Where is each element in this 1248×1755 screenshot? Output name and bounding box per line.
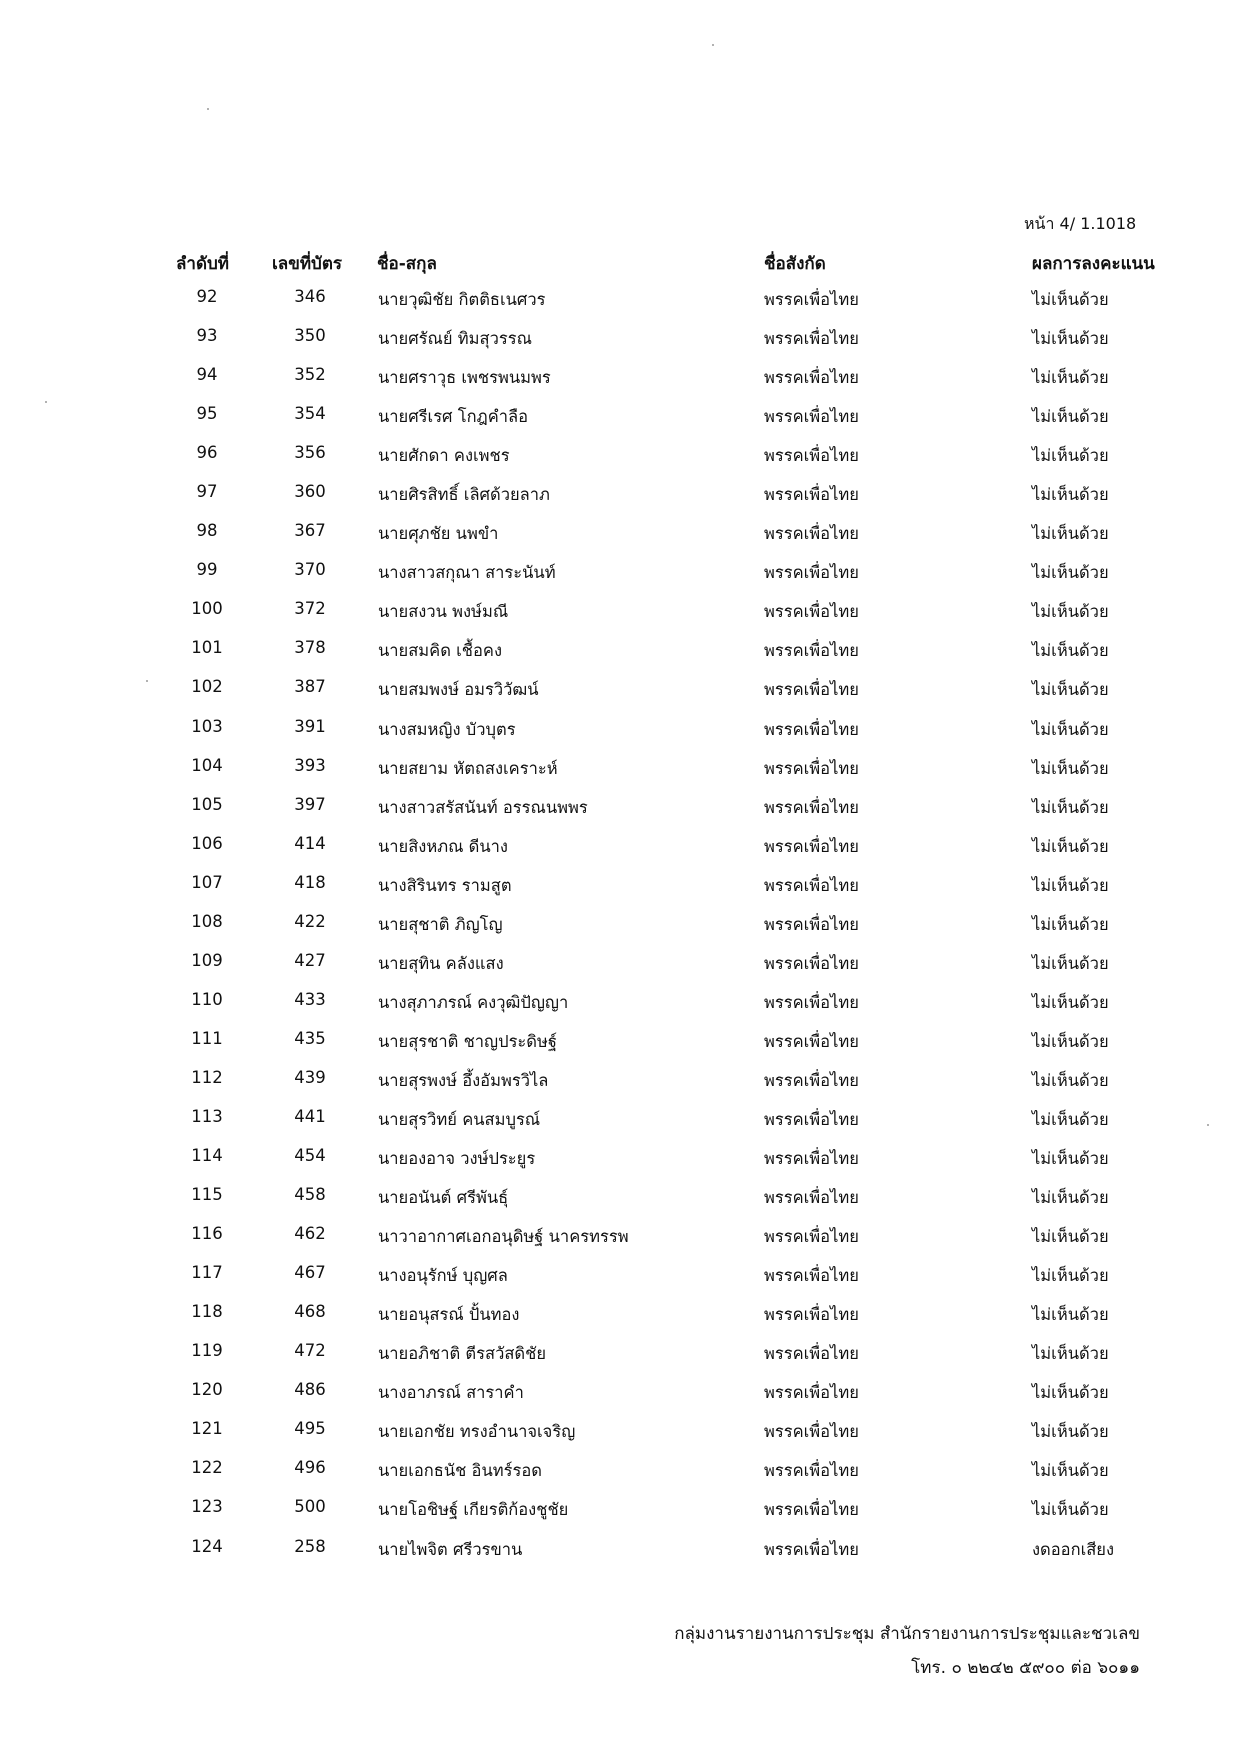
table-row (0, 1218, 1248, 1257)
header-party: ชื่อสังกัด (764, 254, 826, 274)
row-seq: 95 (196, 404, 218, 424)
row-party: พรรคเพื่อไทย (764, 1149, 859, 1169)
row-seq: 97 (196, 482, 218, 502)
row-member-name: นายโอชิษฐ์ เกียรติก้องชูชัย (378, 1500, 569, 1520)
row-card-number: 360 (294, 482, 326, 502)
row-vote-result: ไม่เห็นด้วย (1032, 1422, 1109, 1442)
table-header (0, 246, 1248, 274)
row-seq: 107 (191, 872, 223, 892)
row-party: พรรคเพื่อไทย (764, 368, 859, 388)
table-row (0, 632, 1248, 671)
footer-department: กลุ่มงานรายงานการประชุม สำนักรายงานการประชุมและชวเลข (674, 1624, 1140, 1644)
row-party: พรรคเพื่อไทย (764, 407, 859, 427)
row-member-name: นางสุภาภรณ์ คงวุฒิปัญญา (378, 992, 569, 1012)
row-member-name: นายเอกธนัช อินทร์รอด (378, 1461, 542, 1481)
row-party: พรรคเพื่อไทย (764, 875, 859, 895)
row-party: พรรคเพื่อไทย (764, 836, 859, 856)
row-vote-result: ไม่เห็นด้วย (1032, 914, 1109, 934)
row-card-number: 393 (294, 755, 326, 775)
table-row (0, 711, 1248, 750)
row-card-number: 346 (294, 287, 326, 306)
row-party: พรรคเพื่อไทย (764, 329, 859, 349)
row-seq: 111 (191, 1028, 223, 1048)
row-vote-result: ไม่เห็นด้วย (1032, 1383, 1109, 1403)
row-member-name: นายอนันต์ ศรีพันธุ์ (378, 1188, 509, 1208)
row-card-number: 435 (294, 1028, 326, 1048)
row-member-name: นางสิรินทร รามสูต (378, 875, 512, 895)
row-party: พรรคเพื่อไทย (764, 1070, 859, 1090)
row-member-name: นายสิงหภณ ดีนาง (378, 836, 508, 856)
scan-speck (1207, 1124, 1209, 1126)
scan-speck (45, 401, 47, 403)
table-row (0, 1257, 1248, 1296)
table-row (0, 1023, 1248, 1062)
row-party: พรรคเพื่อไทย (764, 1344, 859, 1364)
row-vote-result: ไม่เห็นด้วย (1032, 797, 1109, 817)
table-row (0, 1531, 1248, 1570)
row-member-name: นายสุชาติ ภิญโญ (378, 914, 503, 934)
row-seq: 93 (196, 326, 218, 346)
row-vote-result: ไม่เห็นด้วย (1032, 1109, 1109, 1129)
row-party: พรรคเพื่อไทย (764, 953, 859, 973)
row-vote-result: ไม่เห็นด้วย (1032, 1031, 1109, 1051)
table-row (0, 398, 1248, 437)
row-vote-result: ไม่เห็นด้วย (1032, 1227, 1109, 1247)
row-vote-result: ไม่เห็นด้วย (1032, 446, 1109, 466)
row-card-number: 397 (294, 794, 326, 814)
table-row (0, 671, 1248, 710)
row-vote-result: ไม่เห็นด้วย (1032, 1305, 1109, 1325)
row-vote-result: ไม่เห็นด้วย (1032, 953, 1109, 973)
row-vote-result: ไม่เห็นด้วย (1032, 1500, 1109, 1520)
row-seq: 115 (191, 1185, 223, 1205)
row-member-name: นายศุภชัย นพขำ (378, 524, 499, 544)
header-seq: ลำดับที่ (176, 254, 230, 274)
row-party: พรรคเพื่อไทย (764, 524, 859, 544)
row-card-number: 356 (294, 443, 326, 463)
row-vote-result: ไม่เห็นด้วย (1032, 290, 1109, 309)
table-row (0, 945, 1248, 984)
row-party: พรรคเพื่อไทย (764, 797, 859, 817)
row-party: พรรคเพื่อไทย (764, 485, 859, 505)
row-seq: 116 (191, 1224, 223, 1244)
row-party: พรรคเพื่อไทย (764, 1188, 859, 1208)
row-party: พรรคเพื่อไทย (764, 992, 859, 1012)
row-party: พรรคเพื่อไทย (764, 680, 859, 700)
row-card-number: 454 (294, 1146, 326, 1166)
row-card-number: 258 (294, 1536, 326, 1556)
row-vote-result: ไม่เห็นด้วย (1032, 680, 1109, 700)
row-card-number: 367 (294, 521, 326, 541)
row-card-number: 458 (294, 1185, 326, 1205)
row-seq: 113 (191, 1106, 223, 1126)
row-card-number: 352 (294, 365, 326, 385)
row-vote-result: ไม่เห็นด้วย (1032, 563, 1109, 583)
row-card-number: 486 (294, 1380, 326, 1400)
row-card-number: 500 (294, 1497, 326, 1517)
row-party: พรรคเพื่อไทย (764, 602, 859, 622)
table-row (0, 593, 1248, 632)
row-seq: 108 (191, 911, 223, 931)
header-name: ชื่อ-สกุล (377, 254, 437, 274)
row-member-name: นายสงวน พงษ์มณี (378, 602, 509, 622)
row-party: พรรคเพื่อไทย (764, 446, 859, 466)
row-card-number: 496 (294, 1458, 326, 1478)
row-vote-result: ไม่เห็นด้วย (1032, 602, 1109, 622)
row-party: พรรคเพื่อไทย (764, 1500, 859, 1520)
row-member-name: นายศรัณย์ ทิมสุวรรณ (378, 329, 532, 349)
row-seq: 117 (191, 1263, 223, 1283)
row-member-name: นายศราวุธ เพชรพนมพร (378, 368, 551, 388)
row-member-name: นายสุรชาติ ชาญประดิษฐ์ (378, 1031, 557, 1051)
row-member-name: นายสยาม หัตถสงเคราะห์ (378, 758, 558, 778)
row-vote-result: ไม่เห็นด้วย (1032, 992, 1109, 1012)
table-row (0, 515, 1248, 554)
row-card-number: 468 (294, 1302, 326, 1322)
row-vote-result: ไม่เห็นด้วย (1032, 1344, 1109, 1364)
row-vote-result: ไม่เห็นด้วย (1032, 641, 1109, 661)
row-card-number: 433 (294, 989, 326, 1009)
row-vote-result: ไม่เห็นด้วย (1032, 836, 1109, 856)
row-card-number: 427 (294, 950, 326, 970)
row-party: พรรคเพื่อไทย (764, 1266, 859, 1286)
row-seq: 121 (191, 1419, 223, 1439)
header-card-number: เลขที่บัตร (272, 254, 343, 274)
row-member-name: นายศิรสิทธิ์ เลิศด้วยลาภ (378, 485, 550, 505)
row-card-number: 472 (294, 1341, 326, 1361)
table-row (0, 906, 1248, 945)
scan-speck (712, 44, 714, 46)
row-seq: 104 (191, 755, 223, 775)
scan-speck (207, 108, 209, 110)
row-seq: 123 (191, 1497, 223, 1517)
row-member-name: นายสุรพงษ์ อึ้งอัมพรวิไล (378, 1070, 549, 1090)
row-member-name: นายองอาจ วงษ์ประยูร (378, 1149, 536, 1169)
table-row (0, 1296, 1248, 1335)
table-row (0, 476, 1248, 515)
row-card-number: 378 (294, 638, 326, 658)
table-row (0, 1374, 1248, 1413)
row-member-name: นายสุทิน คลังแสง (378, 953, 504, 973)
row-member-name: นายสมพงษ์ อมรวิวัฒน์ (378, 680, 539, 700)
row-seq: 98 (196, 521, 218, 541)
row-member-name: นายศักดา คงเพชร (378, 446, 510, 466)
row-member-name: นายสุรวิทย์ คนสมบูรณ์ (378, 1109, 541, 1129)
row-seq: 118 (191, 1302, 223, 1322)
row-party: พรรคเพื่อไทย (764, 1227, 859, 1247)
table-row (0, 1335, 1248, 1374)
row-vote-result: ไม่เห็นด้วย (1032, 329, 1109, 349)
row-seq: 106 (191, 833, 223, 853)
row-card-number: 418 (294, 872, 326, 892)
row-party: พรรคเพื่อไทย (764, 1305, 859, 1325)
table-row (0, 281, 1248, 320)
row-party: พรรคเพื่อไทย (764, 1383, 859, 1403)
table-row (0, 789, 1248, 828)
row-vote-result: ไม่เห็นด้วย (1032, 875, 1109, 895)
row-card-number: 387 (294, 677, 326, 697)
page-number: หน้า 4/ 1.1018 (1024, 214, 1137, 233)
scan-speck (146, 680, 148, 682)
footer-phone: โทร. ๐ ๒๒๔๒ ๕๙๐๐ ต่อ ๖๐๑๑ (911, 1658, 1140, 1678)
row-seq: 94 (196, 365, 218, 385)
row-party: พรรคเพื่อไทย (764, 563, 859, 583)
row-member-name: นายไพจิต ศรีวรขาน (378, 1539, 523, 1559)
row-member-name: นางอาภรณ์ สาราคำ (378, 1383, 524, 1403)
row-card-number: 391 (294, 716, 326, 736)
table-row (0, 984, 1248, 1023)
row-seq: 105 (191, 794, 223, 814)
table-row (0, 828, 1248, 867)
row-party: พรรคเพื่อไทย (764, 1109, 859, 1129)
row-seq: 120 (191, 1380, 223, 1400)
row-member-name: นายอภิชาติ ตีรสวัสดิชัย (378, 1344, 546, 1364)
row-seq: 101 (191, 638, 223, 658)
table-row (0, 359, 1248, 398)
row-card-number: 370 (294, 560, 326, 580)
row-party: พรรคเพื่อไทย (764, 1031, 859, 1051)
row-seq: 112 (191, 1067, 223, 1087)
table-row (0, 867, 1248, 906)
row-member-name: นาวาอากาศเอกอนุดิษฐ์ นาครทรรพ (378, 1227, 629, 1247)
row-seq: 109 (191, 950, 223, 970)
row-vote-result: ไม่เห็นด้วย (1032, 1266, 1109, 1286)
row-member-name: นายเอกชัย ทรงอำนาจเจริญ (378, 1422, 576, 1442)
row-card-number: 350 (294, 326, 326, 346)
row-vote-result: ไม่เห็นด้วย (1032, 758, 1109, 778)
row-vote-result: ไม่เห็นด้วย (1032, 1149, 1109, 1169)
row-seq: 99 (196, 560, 218, 580)
row-vote-result: ไม่เห็นด้วย (1032, 407, 1109, 427)
table-row (0, 1101, 1248, 1140)
row-vote-result: ไม่เห็นด้วย (1032, 368, 1109, 388)
row-seq: 100 (191, 599, 223, 619)
table-row (0, 1140, 1248, 1179)
row-card-number: 462 (294, 1224, 326, 1244)
row-member-name: นายสมคิด เชื้อคง (378, 641, 502, 661)
row-seq: 102 (191, 677, 223, 697)
row-vote-result: ไม่เห็นด้วย (1032, 1188, 1109, 1208)
row-party: พรรคเพื่อไทย (764, 641, 859, 661)
row-member-name: นางสมหญิง บัวบุตร (378, 719, 516, 739)
row-member-name: นางอนุรักษ์ บุญศล (378, 1266, 508, 1286)
row-party: พรรคเพื่อไทย (764, 1539, 859, 1559)
row-card-number: 414 (294, 833, 326, 853)
row-member-name: นางสาวสรัสนันท์ อรรณนพพร (378, 797, 588, 817)
row-seq: 122 (191, 1458, 223, 1478)
row-party: พรรคเพื่อไทย (764, 719, 859, 739)
row-seq: 124 (191, 1536, 223, 1556)
table-row (0, 554, 1248, 593)
row-card-number: 439 (294, 1067, 326, 1087)
row-member-name: นายอนุสรณ์ ปั้นทอง (378, 1305, 520, 1325)
header-vote-result: ผลการลงคะแนน (1032, 254, 1155, 274)
row-vote-result: ไม่เห็นด้วย (1032, 1070, 1109, 1090)
row-card-number: 467 (294, 1263, 326, 1283)
row-vote-result: ไม่เห็นด้วย (1032, 719, 1109, 739)
row-card-number: 372 (294, 599, 326, 619)
row-party: พรรคเพื่อไทย (764, 1461, 859, 1481)
row-vote-result: งดออกเสียง (1032, 1539, 1115, 1559)
row-seq: 96 (196, 443, 218, 463)
table-row (0, 1413, 1248, 1452)
row-member-name: นายวุฒิชัย กิตติธเนศวร (378, 290, 546, 309)
row-seq: 110 (191, 989, 223, 1009)
row-vote-result: ไม่เห็นด้วย (1032, 1461, 1109, 1481)
row-vote-result: ไม่เห็นด้วย (1032, 524, 1109, 544)
table-row (0, 1062, 1248, 1101)
table-row (0, 1491, 1248, 1530)
table-row (0, 750, 1248, 789)
row-seq: 114 (191, 1146, 223, 1166)
table-row (0, 1179, 1248, 1218)
row-card-number: 354 (294, 404, 326, 424)
table-row (0, 437, 1248, 476)
row-party: พรรคเพื่อไทย (764, 758, 859, 778)
row-seq: 92 (196, 287, 218, 306)
row-vote-result: ไม่เห็นด้วย (1032, 485, 1109, 505)
row-party: พรรคเพื่อไทย (764, 914, 859, 934)
row-seq: 103 (191, 716, 223, 736)
row-party: พรรคเพื่อไทย (764, 1422, 859, 1442)
row-card-number: 441 (294, 1106, 326, 1126)
row-card-number: 422 (294, 911, 326, 931)
row-seq: 119 (191, 1341, 223, 1361)
row-member-name: นายศรีเรศ โกฎคำลือ (378, 407, 529, 427)
table-row (0, 1452, 1248, 1491)
row-card-number: 495 (294, 1419, 326, 1439)
row-member-name: นางสาวสกุณา สาระนันท์ (378, 563, 556, 583)
row-party: พรรคเพื่อไทย (764, 290, 859, 309)
table-row (0, 320, 1248, 359)
vote-table-body (0, 281, 1248, 1570)
